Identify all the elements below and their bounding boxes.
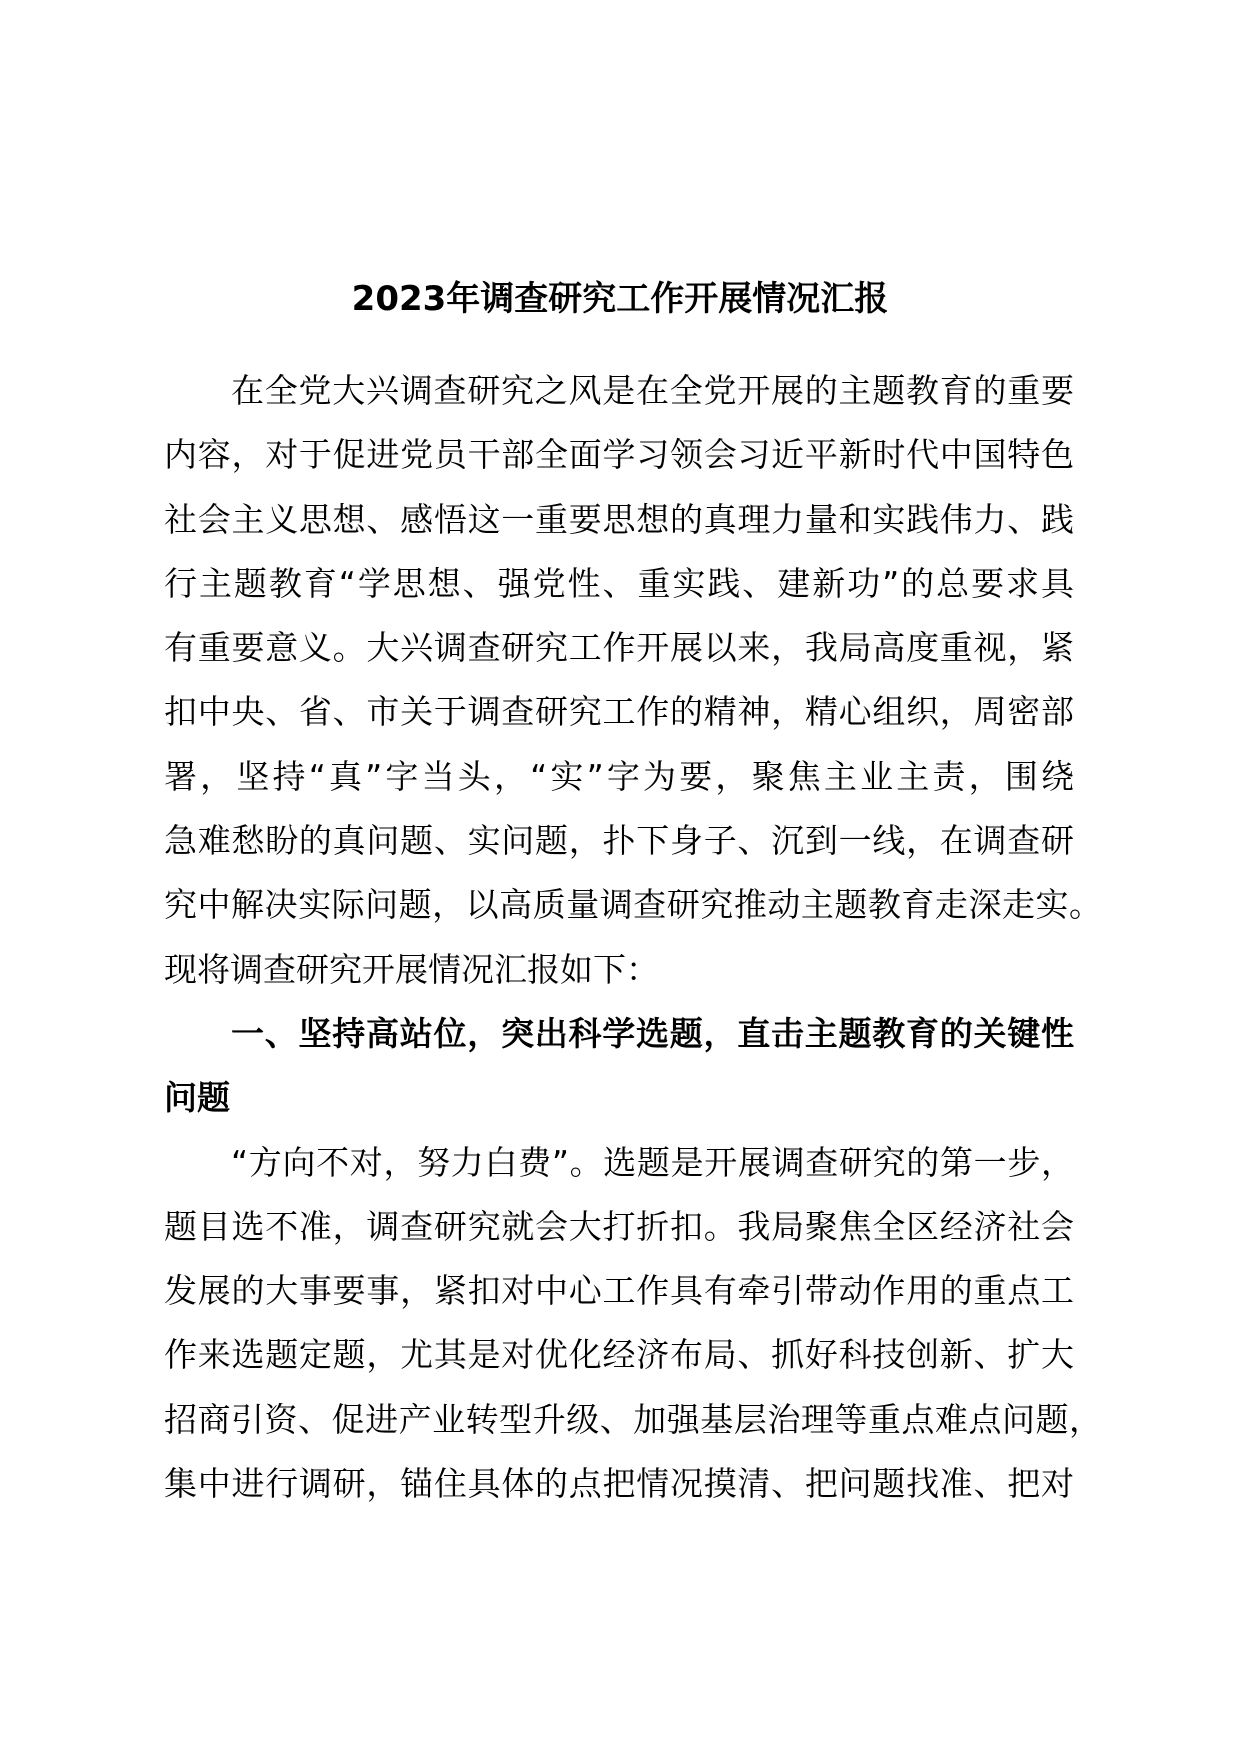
text-line: 集中进行调研，锚住具体的点把情况摸清、把问题找准、把对 bbox=[164, 1464, 1074, 1504]
text-line: 行主题教育“学思想、强党性、重实践、建新功”的总要求具 bbox=[164, 563, 1074, 603]
text-line: 署，坚持“真”字当头，“实”字为要，聚焦主业主责，围绕 bbox=[164, 756, 1074, 796]
paragraph-section-1 bbox=[164, 1131, 1102, 1517]
text-line: 招商引资、促进产业转型升级、加强基层治理等重点难点问题， bbox=[164, 1399, 1102, 1439]
text-line: 在全党大兴调查研究之风是在全党开展的主题教育的重要 bbox=[231, 371, 1074, 410]
text-line: 扣中央、省、市关于调查研究工作的精神，精心组织，周密部 bbox=[164, 692, 1074, 732]
heading-line: 问题 bbox=[164, 1078, 230, 1118]
text-line: 题目选不准，调查研究就会大打折扣。我局聚焦全区经济社会 bbox=[164, 1206, 1074, 1246]
text-line: 究中解决实际问题，以高质量调查研究推动主题教育走深走实。 bbox=[164, 885, 1102, 925]
paragraph-intro bbox=[164, 359, 1102, 1002]
text-line: 有重要意义。大兴调查研究工作开展以来，我局高度重视，紧 bbox=[164, 628, 1074, 668]
text-line: 内容，对于促进党员干部全面学习领会习近平新时代中国特色 bbox=[164, 435, 1074, 475]
heading-line: 一、坚持高站位，突出科学选题，直击主题教育的关键性 bbox=[231, 1013, 1074, 1053]
text-line: 现将调查研究开展情况汇报如下： bbox=[164, 949, 659, 989]
text-line: 急难愁盼的真问题、实问题，扑下身子、沉到一线，在调查研 bbox=[164, 821, 1074, 861]
text-line: 作来选题定题，尤其是对优化经济布局、抓好科技创新、扩大 bbox=[164, 1335, 1074, 1375]
document-body bbox=[164, 359, 1102, 1516]
text-line: 社会主义思想、感悟这一重要思想的真理力量和实践伟力、践 bbox=[164, 499, 1074, 539]
text-line: 发展的大事要事，紧扣对中心工作具有牵引带动作用的重点工 bbox=[164, 1271, 1074, 1311]
document-title: 2023年调查研究工作开展情况汇报 bbox=[351, 279, 889, 319]
section-heading-1 bbox=[164, 1002, 1074, 1131]
text-line: “方向不对，努力白费”。选题是开展调查研究的第一步， bbox=[231, 1142, 1074, 1182]
